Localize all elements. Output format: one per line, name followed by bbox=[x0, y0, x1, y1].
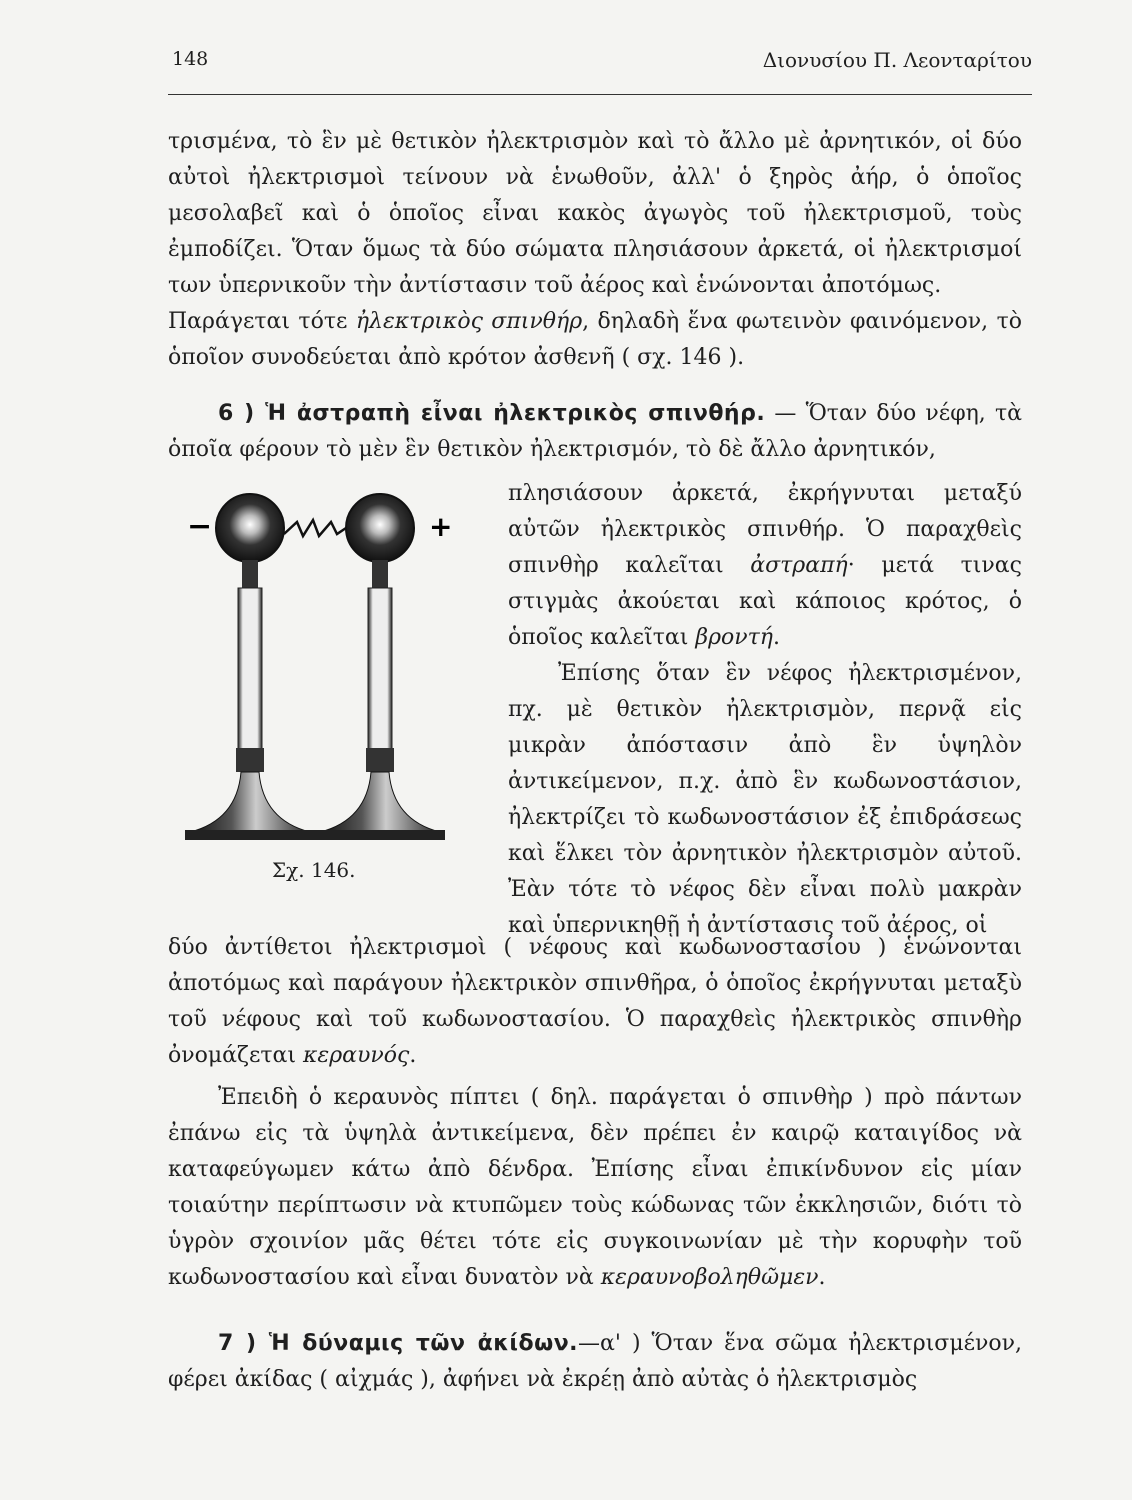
period: . bbox=[409, 1043, 417, 1068]
figure-caption: Σχ. 146. bbox=[272, 858, 356, 882]
left-electrode bbox=[185, 494, 315, 840]
running-title: Διονυσίου Π. Λεονταρίτου bbox=[762, 48, 1032, 72]
right-electrode bbox=[315, 494, 445, 840]
bottom-text-block bbox=[168, 930, 1022, 1398]
spark-pre: Παράγεται τότε bbox=[168, 309, 356, 334]
safety-paragraph bbox=[168, 1080, 1022, 1296]
thunderbolt-term: κεραυνός bbox=[303, 1043, 410, 1068]
section-7-intro bbox=[168, 1326, 1022, 1398]
spark-zigzag bbox=[284, 520, 346, 536]
section-6-lead: — Ὅταν δύο νέφη, τὰ ὁποῖα φέρουν τὸ μὲν ἓν θετικὸν ἠλεκτρισμόν, τὸ δὲ ἄλλο ἀρνητικόν, bbox=[168, 401, 1022, 462]
period: . bbox=[818, 1265, 826, 1290]
header-rule bbox=[168, 94, 1032, 95]
lightning-text: πλησιάσουν ἀρκετά, ἐκρήγνυται μεταξύ αὐτῶν ἠλεκτρικὸς σπινθήρ. Ὁ παραχθεὶς σπινθὴρ καλεῖται bbox=[508, 481, 1022, 578]
paragraph-spark bbox=[168, 304, 1022, 376]
thunderbolt-text: δύο ἀντίθετοι ἠλεκτρισμοὶ ( νέφους καὶ κωδωνοστασίου ) ἑνώνονται ἀποτόμως καὶ παράγουν ἠλεκτρικὸν σπινθῆρα, ὁ ὁποῖος ἐκρήγνυται μεταξὺ τοῦ νέφους καὶ τοῦ κωδωνοστασίου. Ὁ παραχθεὶς ἠλεκτρικὸς σπινθὴρ ὀνομάζεται bbox=[168, 935, 1022, 1068]
section-7-lead: —α' ) Ὅταν ἕνα σῶμα ἠλεκτρισμένον, φέρει ἀκίδας ( αἰχμάς ), ἀφήνει νὰ ἐκρέῃ ἀπὸ αὐτὰς ὁ ἠλεκτρισμὸς bbox=[168, 1331, 1022, 1392]
lightning-definition bbox=[508, 476, 1022, 656]
spark-post: , δηλαδὴ ἕνα φωτεινὸν φαινόμενον, τὸ ὁποῖον συνοδεύεται ἀπὸ κρότον ἀσθενῆ ( σχ. 146 ). bbox=[168, 309, 1022, 370]
cloud-tower-paragraph: Ἐπίσης ὅταν ἓν νέφος ἠλεκτρισμένον, πχ. μὲ θετικὸν ἠλεκτρισμὸν, περνᾷ εἰς μικρὰν ἀπόστασιν ἀπὸ ἓν ὑψηλὸν ἀντικείμενον, π.χ. ἀπὸ ἓν κωδωνοστάσιον, ἠλεκτρίζει τὸ κωδωνοστάσιον ἐξ ἐπιδράσεως καὶ ἕλκει τὸν ἀρνητικὸν ἠλεκτρισμὸν αὐτοῦ. Ἐὰν τότε τὸ νέφος δὲν εἶναι πολὺ μακρὰν καὶ ὑπερνικηθῇ ἡ ἀντίστασις τοῦ ἀέρος, οἱ bbox=[508, 661, 1022, 938]
spark-electrodes-illustration bbox=[165, 470, 495, 890]
narrow-text-block bbox=[508, 476, 1022, 944]
running-header bbox=[172, 48, 1032, 84]
thunderbolt-definition bbox=[168, 930, 1022, 1074]
paragraph-continuation: τρισμένα, τὸ ἓν μὲ θετικὸν ἠλεκτρισμὸν καὶ τὸ ἄλλο μὲ ἀρνητικόν, οἱ δύο αὐτοὶ ἠλεκτρισμοὶ τείνουν νὰ ἑνωθοῦν, ἀλλ' ὁ ξηρὸς ἀήρ, ὁ ὁποῖος μεσολαβεῖ καὶ ὁ ὁποῖος εἶναι κακὸς ἀγωγὸς τοῦ ἠλεκτρισμοῦ, τοὺς ἐμποδίζει. Ὅταν ὅμως τὰ δύο σώματα πλησιάσουν ἀρκετά, οἱ ἠλεκτρισμοί των ὑπερνικοῦν τὴν ἀντίστασιν τοῦ ἀέρος καὶ ἑνώνονται ἀποτόμως. bbox=[168, 129, 1022, 298]
page-number: 148 bbox=[172, 48, 209, 70]
thunder-term: βροντή bbox=[695, 625, 773, 650]
section-6-intro bbox=[168, 396, 1022, 468]
struck-term: κεραυνοβοληθῶμεν bbox=[600, 1265, 819, 1290]
section-7-heading: 7 ) Ἡ δύναμις τῶν ἀκίδων. bbox=[218, 1331, 579, 1356]
minus-sign: − bbox=[187, 509, 213, 544]
section-6-heading: 6 ) Ἡ ἀστραπὴ εἶναι ἠλεκτρικὸς σπινθήρ. bbox=[218, 401, 766, 426]
top-text-block bbox=[168, 124, 1022, 468]
lightning-term: ἀστραπή bbox=[750, 553, 848, 578]
period: . bbox=[772, 625, 780, 650]
spark-term: ἠλεκτρικὸς σπινθήρ bbox=[355, 309, 583, 334]
plus-sign: + bbox=[429, 510, 453, 543]
figure-146 bbox=[165, 470, 495, 890]
thunder-text: · μετά τινας στιγμὰς ἀκούεται καὶ κάποιος κρότος, ὁ ὁποῖος καλεῖται bbox=[508, 553, 1022, 650]
safety-text: Ἐπειδὴ ὁ κεραυνὸς πίπτει ( δηλ. παράγεται ὁ σπινθὴρ ) πρὸ πάντων ἐπάνω εἰς τὰ ὑψηλὰ ἀντικείμενα, δὲν πρέπει ἐν καιρῷ καταιγίδος νὰ καταφεύγωμεν κάτω ἀπὸ δένδρα. Ἐπίσης εἶναι ἐπικίνδυνον εἰς μίαν τοιαύτην περίπτωσιν νὰ κτυπῶμεν τοὺς κώδωνας τῶν ἐκκλησιῶν, διότι τὸ ὑγρὸν σχοινίον μᾶς θέτει τότε εἰς συγκοινωνίαν μὲ τὴν κορυφὴν τοῦ κωδωνοστασίου καὶ εἶναι δυνατὸν νὰ bbox=[168, 1085, 1022, 1290]
